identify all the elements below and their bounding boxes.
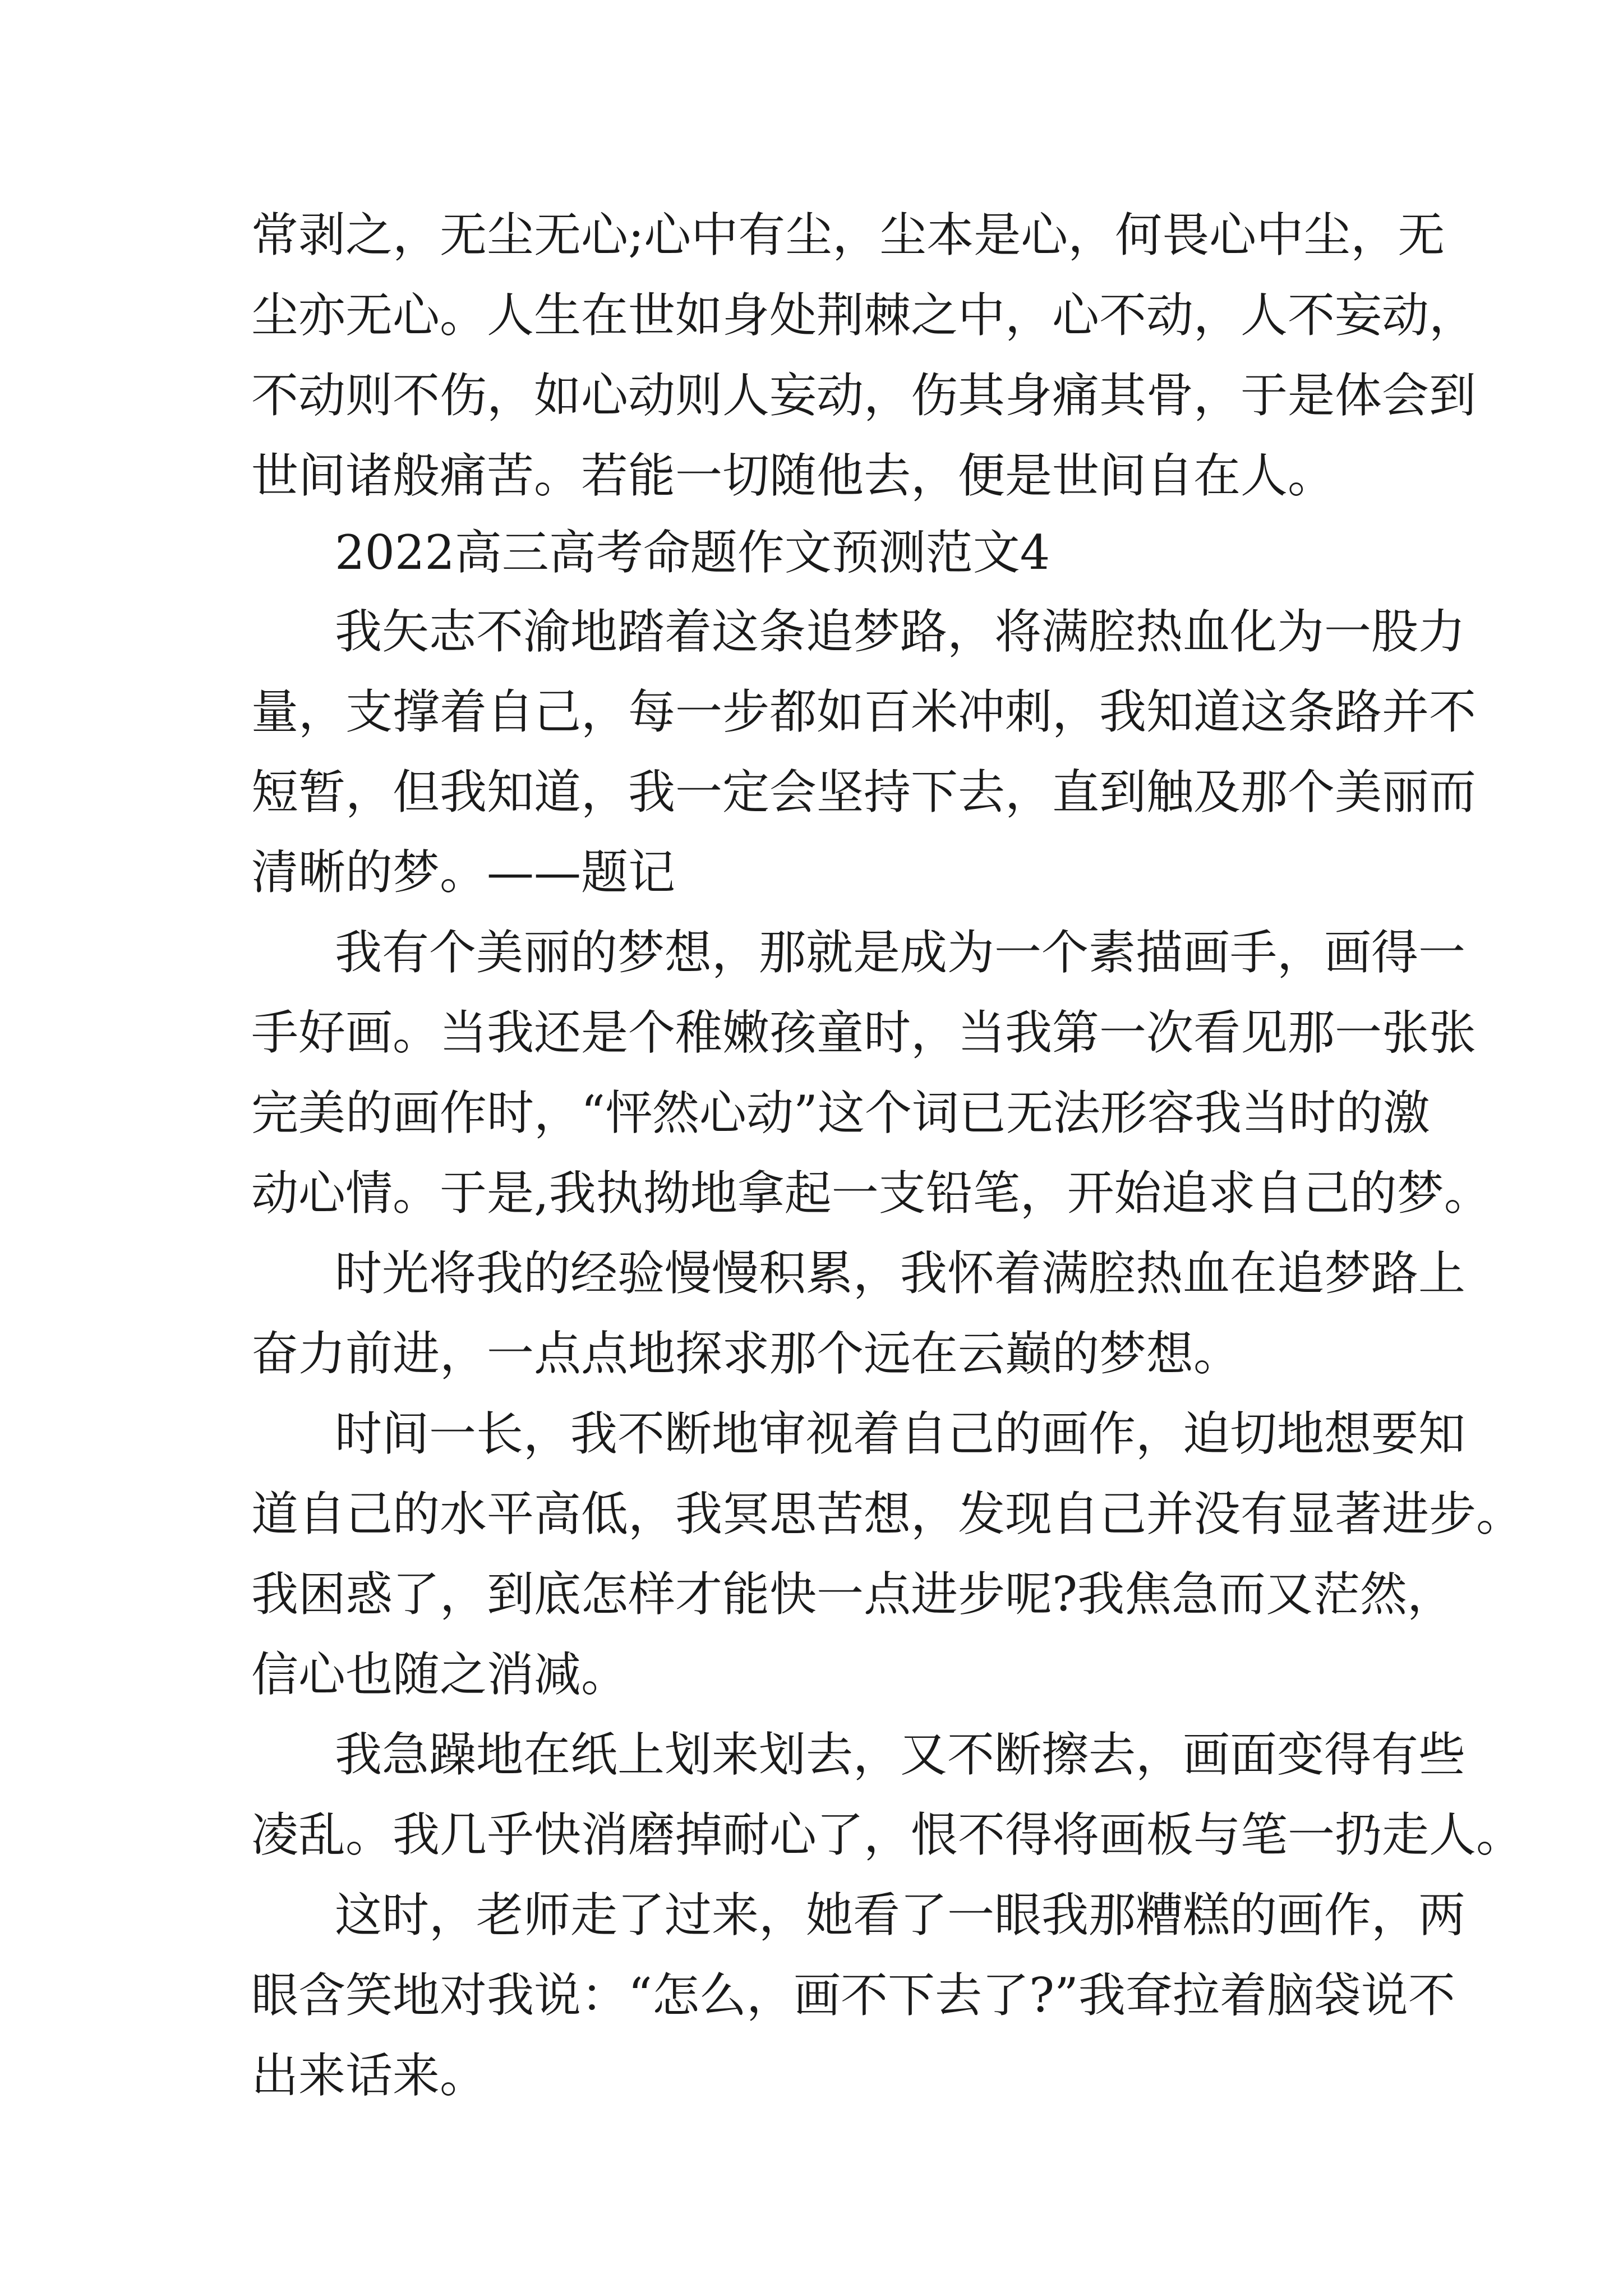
text-line: 完美的画作时，“怦然心动”这个词已无法形容我当时的激 [251, 1085, 1430, 1140]
text-line: 道自己的水平高低，我冥思苦想，发现自己并没有显著进步。 [251, 1487, 1524, 1542]
text-line: 信心也随之消减。 [251, 1647, 629, 1702]
text-line: 奋力前进，一点点地探求那个远在云巅的梦想。 [251, 1326, 1241, 1381]
text-line: 量，支撑着自己，每一步都如百米冲刺，我知道这条路并不 [251, 684, 1477, 739]
text-line: 不动则不伤，如心动则人妄动，伤其身痛其骨，于是体会到 [251, 368, 1477, 423]
text-line: 时光将我的经验慢慢积累，我怀着满腔热血在追梦路上 [335, 1246, 1466, 1301]
text-line: 我困惑了，到底怎样才能快一点进步呢?我焦急而又茫然， [251, 1567, 1455, 1622]
text-line: 出来话来。 [251, 2048, 487, 2103]
text-line: 眼含笑地对我说：“怎么，画不下去了?”我耷拉着脑袋说不 [251, 1968, 1455, 2023]
text-line: 时间一长，我不断地审视着自己的画作，迫切地想要知 [335, 1406, 1466, 1461]
text-line: 这时，老师走了过来，她看了一眼我那糟糕的画作，两 [335, 1888, 1466, 1943]
text-line: 动心情。于是,我执拗地拿起一支铅笔，开始追求自己的梦。 [251, 1166, 1491, 1221]
text-line: 尘亦无心。人生在世如身处荆棘之中，心不动，人不妄动， [251, 288, 1477, 343]
text-line: 我有个美丽的梦想，那就是成为一个素描画手，画得一 [335, 925, 1466, 980]
text-line: 常剥之，无尘无心;心中有尘，尘本是心，何畏心中尘，无 [251, 208, 1445, 263]
section-heading: 2022高三高考命题作文预测范文4 [335, 525, 1050, 580]
text-line: 我矢志不渝地踏着这条追梦路，将满腔热血化为一股力 [335, 604, 1466, 659]
text-line: 短暂，但我知道，我一定会坚持下去，直到触及那个美丽而 [251, 765, 1477, 820]
text-line: 手好画。当我还是个稚嫩孩童时，当我第一次看见那一张张 [251, 1005, 1477, 1060]
text-line: 清晰的梦。——题记 [251, 845, 676, 900]
text-line: 我急躁地在纸上划来划去，又不断擦去，画面变得有些 [335, 1727, 1466, 1782]
text-line: 凌乱。我几乎快消磨掉耐心了，恨不得将画板与笔一扔走人。 [251, 1807, 1524, 1862]
text-line: 世间诸般痛苦。若能一切随他去，便是世间自在人。 [251, 448, 1335, 503]
